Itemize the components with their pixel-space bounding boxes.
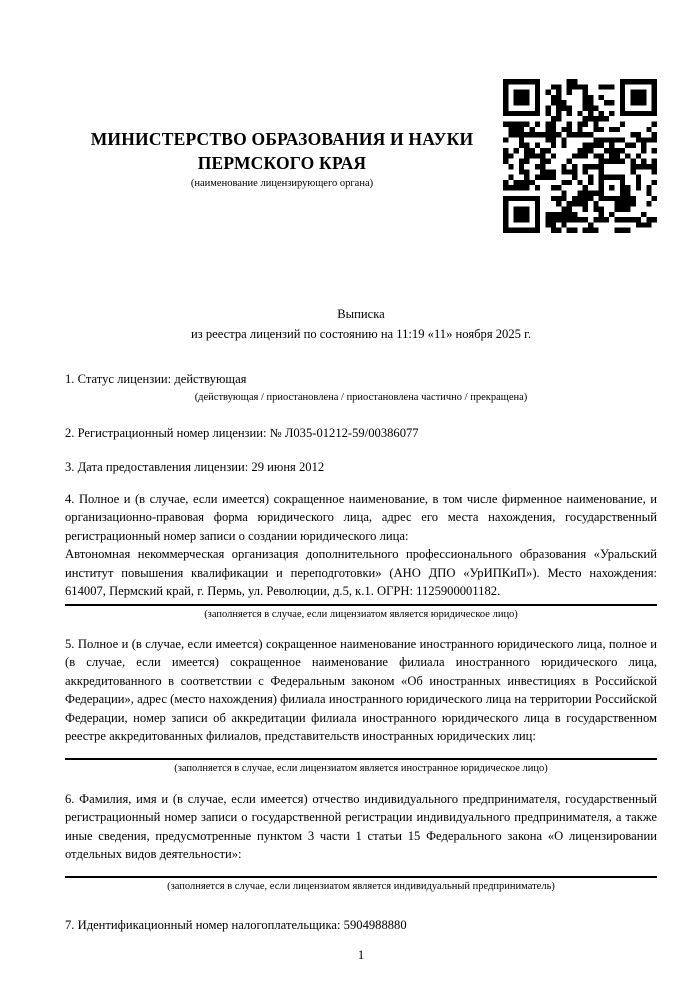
- document-title-block: [65, 304, 657, 344]
- ministry-name-line1: МИНИСТЕРСТВО ОБРАЗОВАНИЯ И НАУКИ: [90, 129, 474, 149]
- licensing-authority-block: [65, 127, 499, 189]
- field-foreign-entity: [65, 635, 657, 775]
- field-individual-entrepreneur-intro: 6. Фамилия, имя и (в случае, если имеется) отчество индивидуального предпринимателя, государственный регистрационный номер записи о государственной регистрации индивидуального предпринимателя, а также иные сведения, предусмотренные пунктом 3 части 1 статьи 15 Федерального закона «О лицензировании отдельных видов деятельности»:: [65, 791, 657, 861]
- field-license-status-hint: (действующая / приостановлена / приостановлена частично / прекращена): [194, 391, 528, 403]
- field-individual-entrepreneur-hint: (заполняется в случае, если лицензиатом является индивидуальный предприниматель): [167, 880, 555, 892]
- document-subtitle: из реестра лицензий по состоянию на 11:19 «11» ноября 2025 г.: [190, 327, 531, 341]
- field-grant-date: 3. Дата предоставления лицензии: 29 июня 2012: [65, 460, 325, 474]
- ministry-name-line2: ПЕРМСКОГО КРАЯ: [197, 153, 367, 173]
- field-legal-entity: [65, 490, 657, 621]
- field-foreign-entity-hint: (заполняется в случае, если лицензиатом является иностранное юридическое лицо): [174, 762, 548, 774]
- document-title: Выписка: [337, 307, 385, 321]
- qr-code-icon: [503, 79, 657, 233]
- field-individual-entrepreneur: [65, 790, 657, 893]
- field-registration-number: 2. Регистрационный номер лицензии: № Л035-01212-59/00386077: [65, 425, 419, 440]
- fill-in-line: [65, 604, 657, 606]
- fill-in-line: [65, 758, 657, 760]
- ministry-name-caption: (наименование лицензирующего органа): [190, 178, 374, 189]
- field-license-status: 1. Статус лицензии: действующая: [65, 372, 247, 386]
- field-taxpayer-id: 7. Идентификационный номер налогоплательщика: 5904988880: [65, 917, 407, 932]
- field-foreign-entity-intro: 5. Полное и (в случае, если имеется) сокращенное наименование иностранного юридического лица, полное и (в случае, если имеется) сокращенное наименование филиала иностранного юридического лица, аккредитованного в соответствии с Федеральным законом «Об иностранных инвестициях в Российской Федерации», адрес (место нахождения) филиала иностранного юридического лица на территории Российской Федерации, номер записи об аккредитации филиала иностранного юридического лица в государственном реестре аккредитованных филиалов, представительств иностранных юридических лиц:: [65, 636, 657, 743]
- field-legal-entity-hint: (заполняется в случае, если лицензиатом является юридическое лицо): [204, 608, 518, 620]
- field-legal-entity-value: Автономная некоммерческая организация дополнительного профессионального образования «Уральский институт повышения квалификации и переподготовки» (АНО ДПО «УрИПКиП»). Место нахождения: 614007, Пермский край, г. Пермь, ул. Революции, д.5, к.1. ОГРН: 1125900001182.: [65, 547, 657, 598]
- fill-in-line: [65, 876, 657, 878]
- document-header: [65, 0, 657, 252]
- field-legal-entity-intro: 4. Полное и (в случае, если имеется) сокращенное наименование, в том числе фирменное наименование, и организационно-правовая форма юридического лица, адрес его места нахождения, государственный регистрационный номер записи о создании юридического лица:: [65, 491, 657, 543]
- page-number: 1: [357, 948, 365, 962]
